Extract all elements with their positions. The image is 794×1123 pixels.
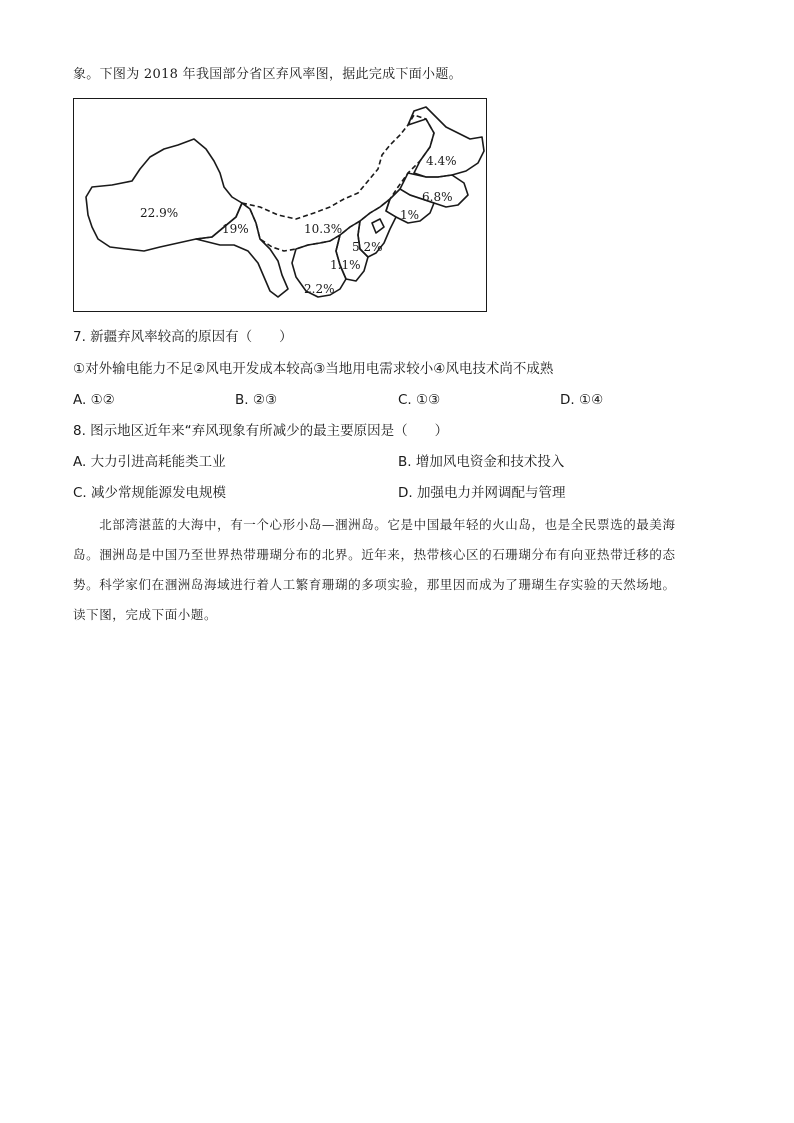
label-xinjiang: 22.9% (140, 206, 179, 220)
region-beijing (372, 219, 384, 233)
q7-option-c[interactable]: C. ①③ (398, 392, 441, 408)
q8-option-c[interactable]: C. 减少常规能源发电规模 (73, 485, 227, 501)
passage-line: 岛。涠洲岛是中国乃至世界热带珊瑚分布的北界。近年来，热带核心区的石珊瑚分布有向亚热带迁移的态 (73, 547, 676, 562)
q7-statements: ①对外输电能力不足②风电开发成本较高③当地用电需求较小④风电技术尚不成熟 (73, 361, 554, 377)
region-gansu (196, 203, 288, 297)
intro-text: 象。下图为 2018 年我国部分省区弃风率图，据此完成下面小题。 (73, 67, 462, 82)
passage-line: 势。科学家们在涠洲岛海域进行着人工繁育珊瑚的多项实验，那里因而成为了珊瑚生存实验的天然场地。 (73, 577, 676, 592)
label-ningxia: 2.2% (304, 282, 335, 296)
q8-stem: 8. 图示地区近年来“弃风现象有所减少的最主要原因是（ ） (73, 423, 449, 439)
q7-option-b[interactable]: B. ②③ (235, 392, 278, 408)
q7-option-d[interactable]: D. ①④ (560, 392, 604, 408)
q7-stem: 7. 新疆弃风率较高的原因有（ ） (73, 329, 293, 345)
label-jilin: 6.8% (422, 190, 453, 204)
label-heilongjiang: 4.4% (426, 154, 457, 168)
passage-line: 北部湾湛蓝的大海中，有一个心形小岛—涠洲岛。它是中国最年轻的火山岛，也是全民票选的最美海 (73, 517, 676, 532)
passage-line: 读下图，完成下面小题。 (73, 607, 218, 622)
label-inner-mongolia: 10.3% (304, 222, 343, 236)
q8-option-a[interactable]: A. 大力引进高耗能类工业 (73, 454, 226, 470)
map-graphic (74, 99, 488, 313)
wind-curtailment-map (73, 98, 487, 312)
q8-option-b[interactable]: B. 增加风电资金和技术投入 (398, 454, 565, 470)
q7-option-a[interactable]: A. ①② (73, 392, 115, 408)
region-xinjiang (86, 139, 242, 251)
label-hebei: 5.2% (352, 240, 383, 254)
label-shanxi: 1.1% (330, 258, 361, 272)
label-gansu: 19% (222, 222, 249, 236)
passage (73, 510, 723, 630)
q8-option-d[interactable]: D. 加强电力并网调配与管理 (398, 485, 566, 501)
label-liaoning: 1% (400, 208, 420, 222)
